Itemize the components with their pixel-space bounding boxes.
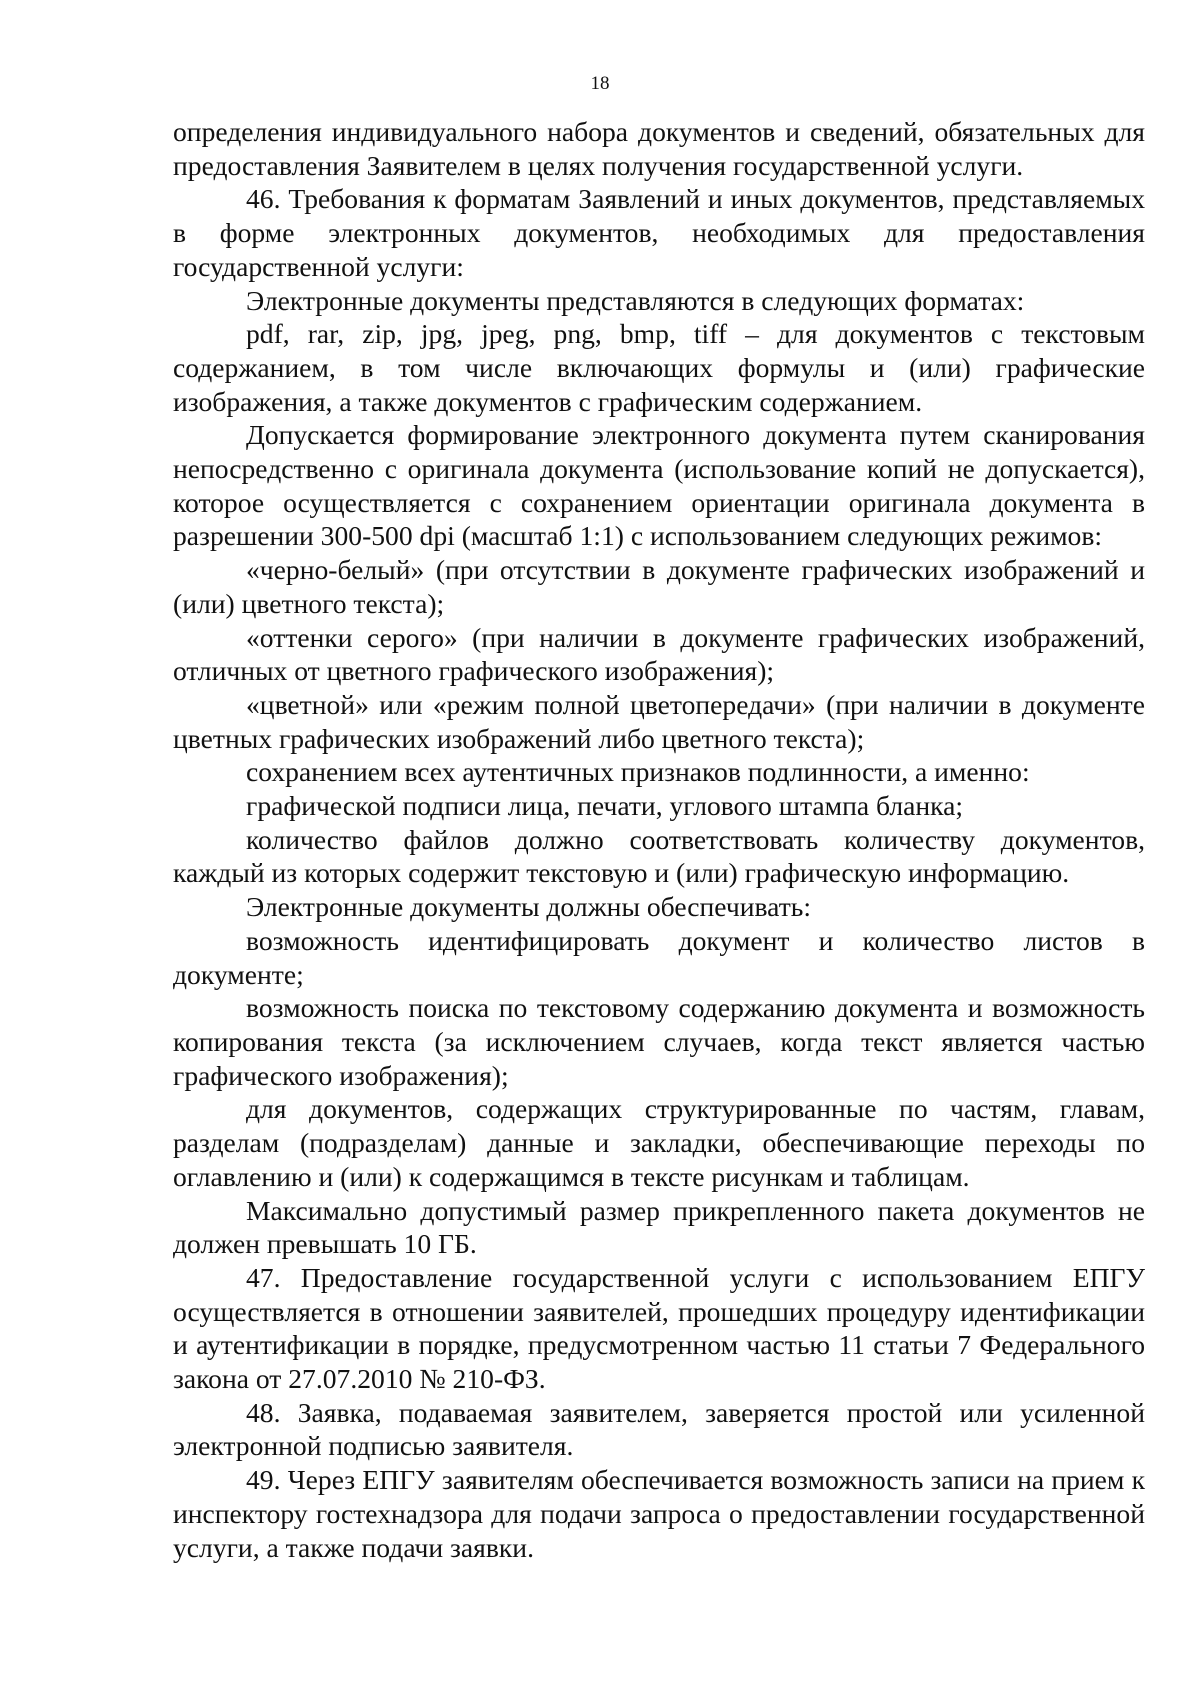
paragraph-46-requirements: 46. Требования к форматам Заявлений и иных документов, представляемых в форме электронных документов, необходимых для предоставления государственной услуги: [173, 183, 1145, 282]
paragraph-scanning: Допускается формирование электронного документа путем сканирования непосредственно с оригинала документа (использование копий не допускается), которое осуществляется с сохранением ориентации оригинала документа в разрешении 300-500 dpi (масштаб 1:1) с использованием следующих режимов: [173, 419, 1145, 552]
paragraph-continuation: определения индивидуального набора документов и сведений, обязательных для предоставления Заявителем в целях получения государственной услуги. [173, 116, 1145, 181]
paragraph-signature-stamp: графической подписи лица, печати, углового штампа бланка; [246, 790, 964, 822]
paragraph-48-signature: 48. Заявка, подаваемая заявителем, заверяется простой или усиленной электронной подписью заявителя. [173, 1396, 1145, 1462]
paragraph-bookmarks: для документов, содержащих структурированные по частям, главам, разделам (подразделам) данные и закладки, обеспечивающие переходы по оглавлению и (или) к содержащимся в тексте рисункам и таблицам. [173, 1093, 1145, 1192]
paragraph-49-appointment: 49. Через ЕПГУ заявителям обеспечивается возможность записи на прием к инспектору гостехнадзора для подачи запроса о предоставлении государственной услуги, а также подачи заявки. [173, 1464, 1145, 1563]
paragraph-mode-bw: «черно-белый» (при отсутствии в документе графических изображений и (или) цветного текста); [173, 554, 1145, 619]
paragraph-authenticity: сохранением всех аутентичных признаков подлинности, а именно: [246, 756, 1030, 788]
paragraph-requirements-intro: Электронные документы должны обеспечивать: [246, 891, 812, 923]
paragraph-file-count: количество файлов должно соответствовать количеству документов, каждый из которых содержит текстовую и (или) графическую информацию. [173, 823, 1145, 889]
page-number: 18 [590, 73, 610, 94]
paragraph-47-epgu: 47. Предоставление государственной услуги с использованием ЕПГУ осуществляется в отношении заявителей, прошедших процедуру идентификации и аутентификации в порядке, предусмотренном частью 11 статьи 7 Федерального закона от 27.07.2010 № 210-ФЗ. [173, 1261, 1145, 1395]
paragraph-mode-color: «цветной» или «режим полной цветопередачи» (при наличии в документе цветных графических изображений либо цветного текста); [173, 688, 1145, 754]
paragraph-mode-grayscale: «оттенки серого» (при наличии в документе графических изображений, отличных от цветного графического изображения); [173, 621, 1145, 687]
paragraph-max-size: Максимально допустимый размер прикрепленного пакета документов не должен превышать 10 ГБ. [173, 1194, 1145, 1260]
paragraph-formats-intro: Электронные документы представляются в следующих форматах: [246, 284, 1025, 316]
paragraph-identify-document: возможность идентифицировать документ и количество листов в документе; [173, 924, 1145, 990]
paragraph-formats-list: pdf, rar, zip, jpg, jpeg, png, bmp, tiff – для документов с текстовым содержанием, в том числе включающих формулы и (или) графические изображения, а также документов с графическим содержанием. [173, 318, 1145, 417]
paragraph-search-copy: возможность поиска по текстовому содержанию документа и возможность копирования текста (за исключением случаев, когда текст является частью графического изображения); [173, 992, 1145, 1091]
document-body [173, 115, 1145, 1564]
